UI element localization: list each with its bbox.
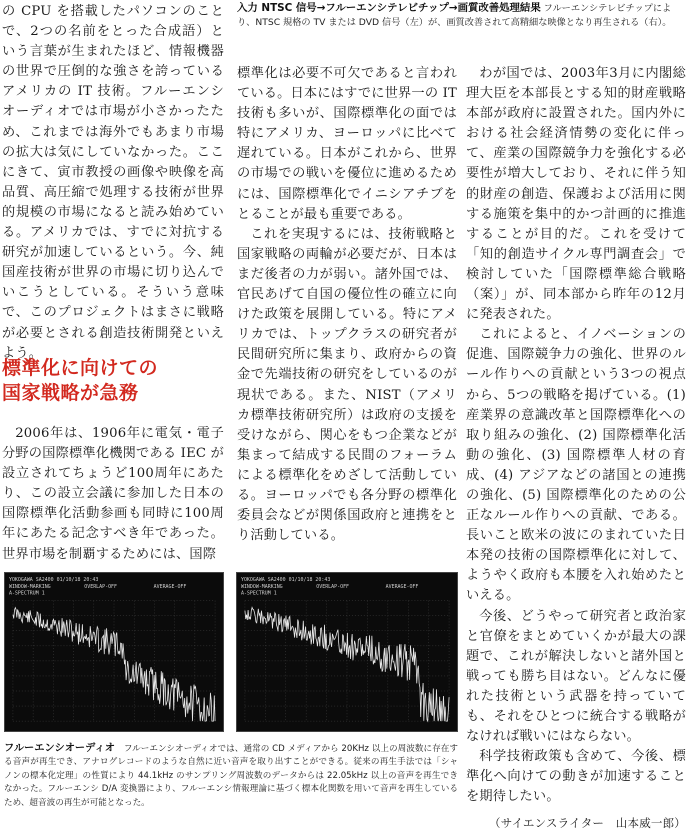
figure-caption-top: [237, 2, 686, 29]
column-2: [237, 64, 457, 546]
figure-caption-top-text: フルーエンシテレビチップにより、NTSC 規格の TV または DVD 信号（左）が、画質改善されて高精細な映像となり再生される（右）。: [237, 3, 672, 28]
section-heading: [2, 356, 224, 406]
body-paragraph: の CPU を搭載したパソコンのことで、2つの名前をとった合成語）という言葉が生まれたほど、情報機器の世界で圧倒的な強さを誇っているアメリカの IT 技術。フルーエンシオーディオでは市場が小さかったため、これまでは海外でもあまり市場の拡大は気にしていなかった。ここにきて、寅市教授の画像や映像を高品質、高圧縮で処理する技術が世界的規模の市場になると読み始めている。アメリカでは、すでに対抗する研究が加速しているという。今、純国産技術が世界の市場に切り込んでいこうとしている。そういう意味で、このプロジェクトはまさに戦略が必要とされる創造技術開発といえよう。: [2, 4, 224, 361]
screen-mode-3: AVERAGE-OFF: [385, 583, 419, 590]
column-3: [466, 64, 686, 834]
figure-caption-bottom-text: フルーエンシオーディオでは、通常の CD メディアから 20KHz 以上の周波数に存在する音声が再生でき、アナログレコードのような自然に近い音声を取り出すことができる。従来の再生手法では「シャノンの標本化定理」の性質により 44.1kHz のサンプリング周波数のデータからは 22.05kHz 以上の音声を再生できなかった。フルーエンシ D/A 変換器により、フルーエンシ情報理論に基づく標本化関数を用いて音声を再生しているため、超音波の再生が可能となった。: [4, 744, 459, 808]
figure-caption-bottom-title: フルーエンシオーディオ: [4, 743, 116, 754]
figure-caption-bottom: [4, 742, 458, 810]
byline: （サイエンスライター 山本威一郎）: [489, 816, 686, 831]
body-paragraph: 2006年は、1906年に電気・電子分野の国際標準化機関である IEC が設立されてちょうど100周年にあたり、この設立会議に参加した日本の国際標準化活動参画も同時に100周年にあたる記念すべき年であった。世界市場を制覇するためには、国際: [2, 426, 224, 562]
column-1-top: [2, 2, 224, 364]
body-paragraph: これを実現するには、技術戦略と国家戦略の両輪が必要だが、日本はまだ後者の力が弱い。諸外国では、官民あげて自国の優位性の確立に向けた政策を展開している。特にアメリカでは、トップクラスの研究者が民間研究所に集まり、政府からの資金で先端技術の研究をしているのが現状である。また、NIST（アメリカ標準技術研究所）は政府の支援を受けながら、関心をもつ企業などが集まって結成する民間のフォーラムによる標準化をめざして活動している。ヨーロッパでも各分野の標準化委員会などが関係国政府と連携をとり活動している。: [237, 226, 457, 544]
body-paragraph: これによると、イノベーションの促進、国際競争力の強化、世界のルール作りへの貢献という3つの視点から、5つの戦略を掲げている。(1) 産業界の意識改革と国際標準化への取り組みの強化、(2) 国際標準化活動の強化、(3) 国際標準人材の育成、(4) アジアなどの諸国との連携の強化、(5) 国際標準化のための公正なルール作りへの貢献、である。長いこと欧米の波にのまれていた日本発の技術の国際標準化に対して、ようやく政府も本腰を入れ始めたといえる。: [466, 327, 686, 604]
spectrum-analyzer-photo-left: [4, 572, 224, 732]
body-paragraph: 標準化は必要不可欠であると言われている。日本にはすでに世界一の IT 技術も多いが、国際標準化の面では特にアメリカ、ヨーロッパに比べて遅れている。日本がこれから、世界の市場での戦いを優位に進めるためには、国際標準化でイニシアチブをとることが最も重要である。: [237, 66, 458, 222]
screen-sub: A-SPECTRUM 1: [240, 590, 277, 597]
section-heading-line-2: 国家戦略が急務: [2, 382, 139, 404]
screen-header: YOKOGAWA SA2400 01/10/18 20:43: [8, 576, 99, 583]
spectrum-plot-right: [237, 573, 457, 731]
body-paragraph: わが国では、2003年3月に内閣総理大臣を本部長とする知的財産戦略本部が政府に設置された。国内外における社会経済情勢の変化に伴って、産業の国際競争力を強化する必要性が増大しており、それに伴う知的財産の創造、保護および活用に関する施策を集中的かつ計画的に推進することが目的だ。これを受けて「知的創造サイクル専門調査会」で検討していた「国際標準総合戦略（案）」が、同本部から昨年の12月に発表された。: [466, 66, 686, 323]
column-1-bottom: [2, 424, 224, 565]
section-heading-line-1: 標準化に向けての: [2, 357, 159, 379]
screen-mode-1: WINDOW-MARKING: [240, 583, 283, 590]
screen-mode-2: OVERLAP-OFF: [84, 583, 118, 590]
screen-mode-3: AVERAGE-OFF: [153, 583, 187, 590]
screen-sub: A-SPECTRUM 1: [8, 590, 45, 597]
screen-mode-2: OVERLAP-OFF: [316, 583, 350, 590]
spectrum-plot-left: [5, 573, 223, 731]
figure-caption-top-title: 入力 NTSC 信号→フルーエンシテレビチップ→画質改善処理結果: [237, 2, 541, 14]
body-paragraph: 科学技術政策も含めて、今後、標準化へ向けての動きが加速することを期待したい。: [466, 749, 686, 805]
spectrum-analyzer-photo-right: [236, 572, 458, 732]
body-paragraph: 今後、どうやって研究者と政治家と官僚をまとめていくかが最大の課題で、これが解決しないと諸外国と戦っても勝ち目はない。どんなに優れた技術という武器を持っていても、それをひとつに統合する戦略がなければ戦いにはならない。: [466, 608, 686, 745]
screen-mode-1: WINDOW-MARKING: [8, 583, 51, 590]
screen-header: YOKOGAWA SA2400 01/10/18 20:43: [240, 576, 331, 583]
